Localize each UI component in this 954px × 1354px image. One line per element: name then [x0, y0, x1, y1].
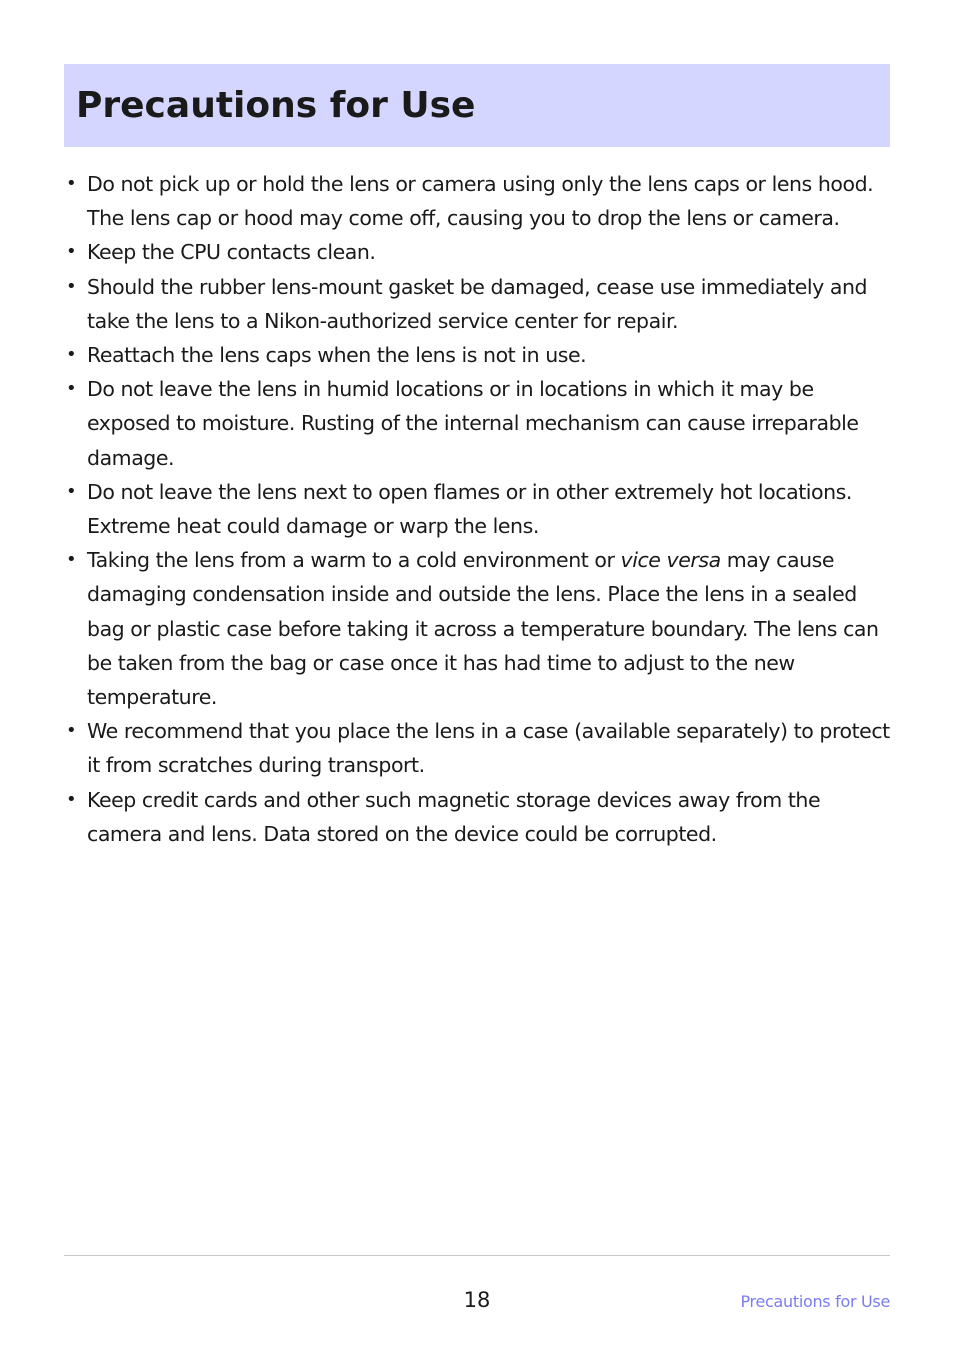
list-item-text: We recommend that you place the lens in a case (available separately) to protect it from scratches during transport.	[87, 719, 890, 778]
precautions-list	[64, 167, 894, 851]
page-number: 18	[463, 1288, 491, 1312]
bullet-icon: •	[66, 720, 77, 742]
list-item-text: Keep the CPU contacts clean.	[87, 240, 376, 265]
list-item	[64, 167, 894, 235]
bullet-icon: •	[66, 549, 77, 571]
bullet-icon: •	[66, 378, 77, 400]
bullet-icon: •	[66, 275, 77, 297]
list-item-text: Reattach the lens caps when the lens is not in use.	[87, 343, 587, 368]
list-item-text	[87, 548, 879, 709]
bullet-icon: •	[66, 344, 77, 366]
list-item	[64, 714, 894, 782]
list-item	[64, 270, 894, 338]
list-item	[64, 543, 894, 714]
list-item	[64, 372, 894, 475]
list-item-text: Should the rubber lens-mount gasket be damaged, cease use immediately and take the lens to a Nikon-authorized service center for repair.	[87, 274, 868, 333]
list-item-text: Do not leave the lens next to open flames or in other extremely hot locations. Extreme heat could damage or warp the lens.	[87, 479, 852, 539]
bullet-icon: •	[66, 480, 77, 502]
bullet-icon: •	[66, 241, 77, 263]
list-item	[64, 783, 894, 851]
list-item-text-start: Taking the lens from a warm to a cold environment or	[87, 548, 621, 573]
footer-divider	[64, 1255, 890, 1256]
list-item	[64, 475, 894, 543]
title-band	[64, 64, 890, 147]
bullet-icon: •	[66, 173, 77, 194]
list-item-text: Keep credit cards and other such magnetic storage devices away from the camera and lens. Data stored on the device could be corrupted.	[87, 787, 821, 846]
list-item	[64, 338, 894, 372]
emphasis-vice-versa: vice versa	[620, 548, 721, 573]
list-item-text: Do not pick up or hold the lens or camera using only the lens caps or lens hood. The lens cap or hood may come off, causing you to drop the lens or camera.	[87, 172, 874, 231]
bullet-icon: •	[66, 788, 77, 810]
list-item-text: Do not leave the lens in humid locations or in locations in which it may be exposed to moisture. Rusting of the internal mechanism can cause irreparable damage.	[87, 377, 859, 470]
section-link[interactable]: Precautions for Use	[740, 1292, 890, 1311]
list-item-text-end: may cause damaging condensation inside and outside the lens. Place the lens in a sealed bag or plastic case before taking it across a temperature boundary. The lens can be taken from the bag or case once it has had time to adjust to the new temperature.	[87, 548, 879, 710]
list-item	[64, 235, 894, 269]
page-title: Precautions for Use	[76, 85, 476, 126]
